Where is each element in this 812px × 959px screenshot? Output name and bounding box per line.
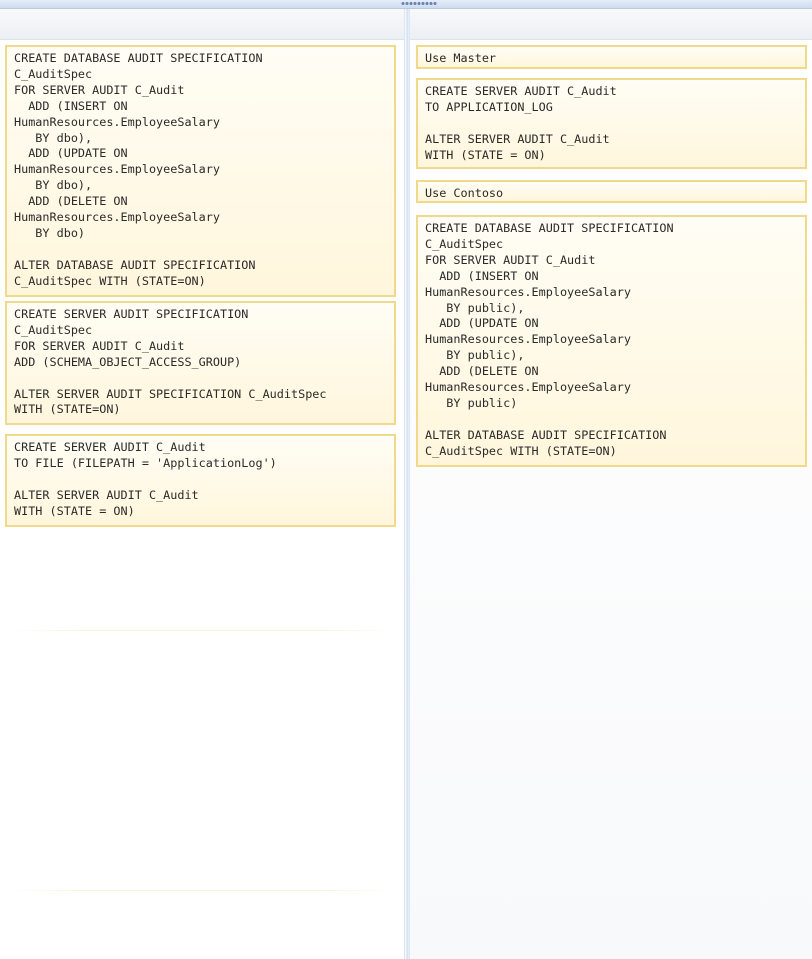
code-block-use-contoso[interactable]: Use Contoso (416, 180, 807, 203)
code-block-create-db-audit-spec-public[interactable]: CREATE DATABASE AUDIT SPECIFICATION C_AuditSpec FOR SERVER AUDIT C_Audit ADD (INSERT ON HumanResources.EmployeeSalary BY public), ADD (UPDATE ON HumanResources.EmployeeSalary BY public), ADD (DELETE ON HumanResources.EmployeeSalary BY public) ALTER DATABASE AUDIT SPECIFICATION C_AuditSpec WITH (STATE=ON) (416, 215, 807, 467)
answer-pane-header (410, 9, 812, 40)
code-block-use-master[interactable]: Use Master (416, 45, 807, 69)
code-block-create-server-audit-spec[interactable]: CREATE SERVER AUDIT SPECIFICATION C_AuditSpec FOR SERVER AUDIT C_Audit ADD (SCHEMA_OBJECT_ACCESS_GROUP) ALTER SERVER AUDIT SPECIFICATION C_AuditSpec WITH (STATE=ON) (5, 301, 396, 425)
answer-pane-body (410, 40, 812, 959)
code-block-server-audit-to-file[interactable]: CREATE SERVER AUDIT C_Audit TO FILE (FILEPATH = 'ApplicationLog') ALTER SERVER AUDIT C_Audit WITH (STATE = ON) (5, 434, 396, 527)
source-pane (0, 9, 404, 959)
answer-pane (410, 9, 812, 959)
divider (5, 630, 399, 631)
window-top-bar (0, 0, 812, 9)
code-block-create-db-audit-spec-dbo[interactable]: CREATE DATABASE AUDIT SPECIFICATION C_AuditSpec FOR SERVER AUDIT C_Audit ADD (INSERT ON HumanResources.EmployeeSalary BY dbo), ADD (UPDATE ON HumanResources.EmployeeSalary BY dbo), ADD (DELETE ON HumanResources.EmployeeSalary BY dbo) ALTER DATABASE AUDIT SPECIFICATION C_AuditSpec WITH (STATE=ON) (5, 45, 396, 297)
grip-handle-icon[interactable] (401, 1, 437, 6)
source-pane-body (0, 40, 404, 959)
source-pane-header (0, 9, 404, 40)
divider (5, 890, 399, 891)
code-block-server-audit-to-application-log[interactable]: CREATE SERVER AUDIT C_Audit TO APPLICATION_LOG ALTER SERVER AUDIT C_Audit WITH (STATE = ON) (416, 78, 807, 169)
